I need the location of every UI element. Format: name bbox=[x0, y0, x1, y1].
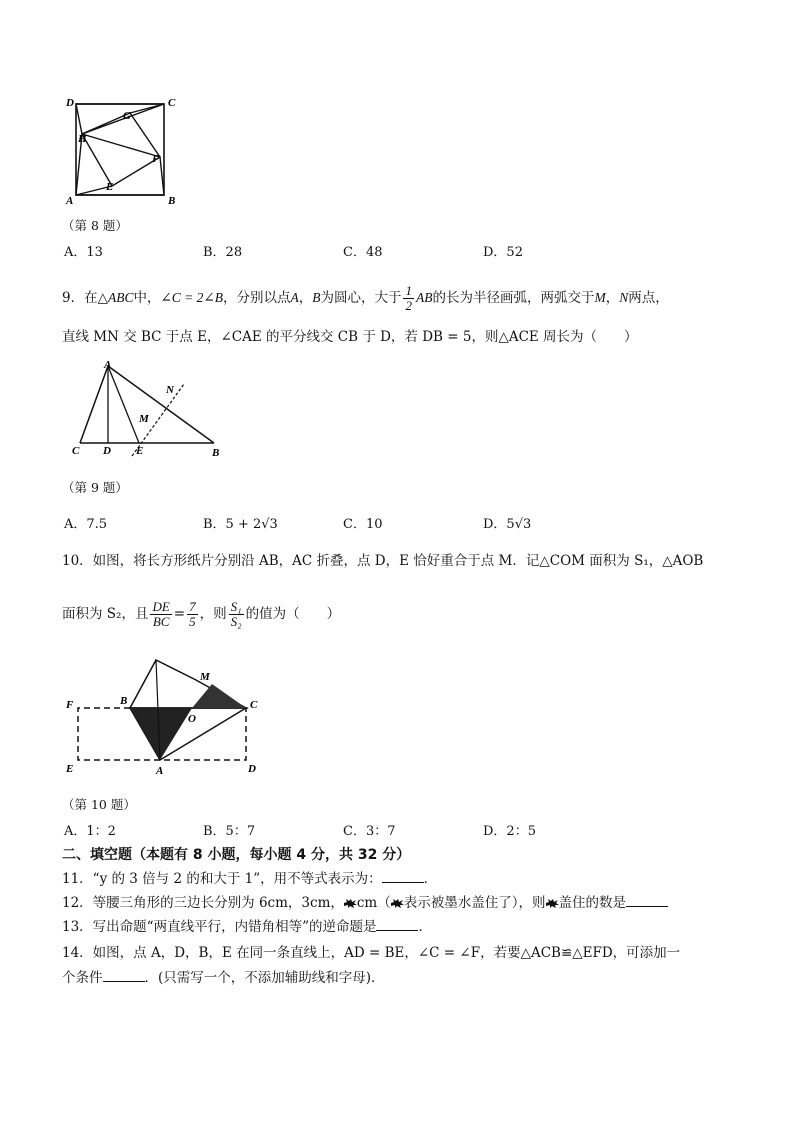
q11-answer-blank[interactable] bbox=[382, 870, 424, 883]
q9-option-c: C．10 bbox=[343, 517, 383, 532]
q13-text: 13．写出命题“两直线平行，内错角相等”的逆命题是 ． bbox=[62, 919, 432, 935]
q9-option-d: D．5√3 bbox=[483, 517, 532, 532]
q9-label-m: M bbox=[139, 413, 149, 425]
q9-figure bbox=[66, 356, 236, 460]
q9-label-c: C bbox=[72, 445, 80, 457]
q10-label-b: B bbox=[120, 695, 128, 707]
q8-label-h: H bbox=[78, 133, 87, 145]
q10-label-e: E bbox=[66, 763, 74, 775]
q10-option-b: B．5：7 bbox=[203, 824, 256, 839]
q10-line2: 面积为 S₂，且 $\frac{DE}{BC}$ = $\frac{7}{5}$ ，则 $\frac{\text{S₁}}{\text{S₂}}$ 的值为（ ） bbox=[62, 599, 341, 629]
q14-line1: 14．如图，点 A，D，B，E 在同一条直线上，AD = BE，∠C = ∠F，若要△ACB≌△EFD，可添加一 bbox=[62, 945, 681, 961]
q10-option-a: A．1：2 bbox=[64, 824, 116, 839]
ink-blot-icon bbox=[344, 899, 357, 908]
q10-caption: （第 10 题） bbox=[62, 797, 136, 812]
q8-option-c: C．48 bbox=[343, 245, 383, 260]
q10-option-c: C．3：7 bbox=[343, 824, 396, 839]
q9-label-d: D bbox=[103, 445, 111, 457]
q10-label-a: A bbox=[156, 765, 164, 777]
q10-option-d: D．2：5 bbox=[483, 824, 536, 839]
q9-label-e: E bbox=[136, 445, 144, 457]
q8-caption: （第 8 题） bbox=[62, 218, 128, 233]
section-fill-in-heading: 二、填空题（本题有 8 小题，每小题 4 分，共 32 分） bbox=[62, 847, 411, 863]
q10-line1: 10．如图，将长方形纸片分别沿 AB，AC 折叠，点 D，E 恰好重合于点 M．记△COM 面积为 S₁，△AOB bbox=[62, 553, 704, 569]
q8-label-d: D bbox=[66, 97, 74, 109]
q9-line1: 9．在△ABC中，∠C = 2∠B，分别以点A，B为圆心，大于 $\frac{1}{2}$ AB的长为半径画弧，两弧交于M，N两点， bbox=[62, 283, 669, 313]
q14-answer-blank[interactable] bbox=[103, 969, 145, 982]
q8-label-a: A bbox=[66, 195, 74, 207]
q9-fraction-half: $\frac{1}{2}$ bbox=[405, 283, 412, 313]
q8-option-a: A．13 bbox=[64, 245, 103, 260]
q8-figure bbox=[60, 92, 190, 208]
q10-fraction-7-5: $\frac{7}{5}$ bbox=[189, 599, 196, 629]
ink-blot-icon bbox=[391, 899, 404, 908]
q9-option-a: A．7.5 bbox=[64, 517, 108, 532]
q8-option-d: D．52 bbox=[483, 245, 523, 260]
q9-label-a: A bbox=[104, 359, 112, 371]
q9-caption: （第 9 题） bbox=[62, 480, 128, 495]
q9-label-n: N bbox=[166, 384, 174, 396]
q10-label-c: C bbox=[250, 699, 258, 711]
q12-text: 12．等腰三角形的三边长分别为 6cm，3cm， cm（ 表示被墨水盖住了），则 盖住的数是 bbox=[62, 894, 668, 912]
q9-option-b: B．5 + 2√3 bbox=[203, 517, 278, 532]
q8-label-b: B bbox=[168, 195, 176, 207]
q10-fraction-de-bc: $\frac{DE}{BC}$ bbox=[152, 599, 170, 629]
q8-label-f: F bbox=[152, 153, 160, 165]
q10-label-m: M bbox=[200, 671, 210, 683]
q10-figure bbox=[60, 652, 270, 782]
q9-line2: 直线 MN 交 BC 于点 E，∠CAE 的平分线交 CB 于 D，若 DB = 5，则△ACE 周长为（ ） bbox=[62, 329, 638, 345]
q8-option-b: B．28 bbox=[203, 245, 243, 260]
q10-label-o: O bbox=[188, 713, 196, 725]
q11-text: 11．“y 的 3 倍与 2 的和大于 1”，用不等式表示为： ． bbox=[62, 871, 438, 887]
q10-fraction-s1-s2: $\frac{\text{S₁}}{\text{S₂}}$ bbox=[230, 599, 242, 629]
q8-label-g: G bbox=[123, 110, 131, 122]
q10-label-f: F bbox=[66, 699, 74, 711]
q12-answer-blank[interactable] bbox=[626, 894, 668, 907]
ink-blot-icon bbox=[546, 899, 559, 908]
q9-label-b: B bbox=[212, 447, 220, 459]
q14-line2: 个条件 ．(只需写一个，不添加辅助线和字母)． bbox=[62, 970, 385, 986]
q13-answer-blank[interactable] bbox=[376, 918, 418, 931]
q8-label-e: E bbox=[106, 181, 114, 193]
q8-label-c: C bbox=[168, 97, 176, 109]
q10-label-d: D bbox=[248, 763, 256, 775]
